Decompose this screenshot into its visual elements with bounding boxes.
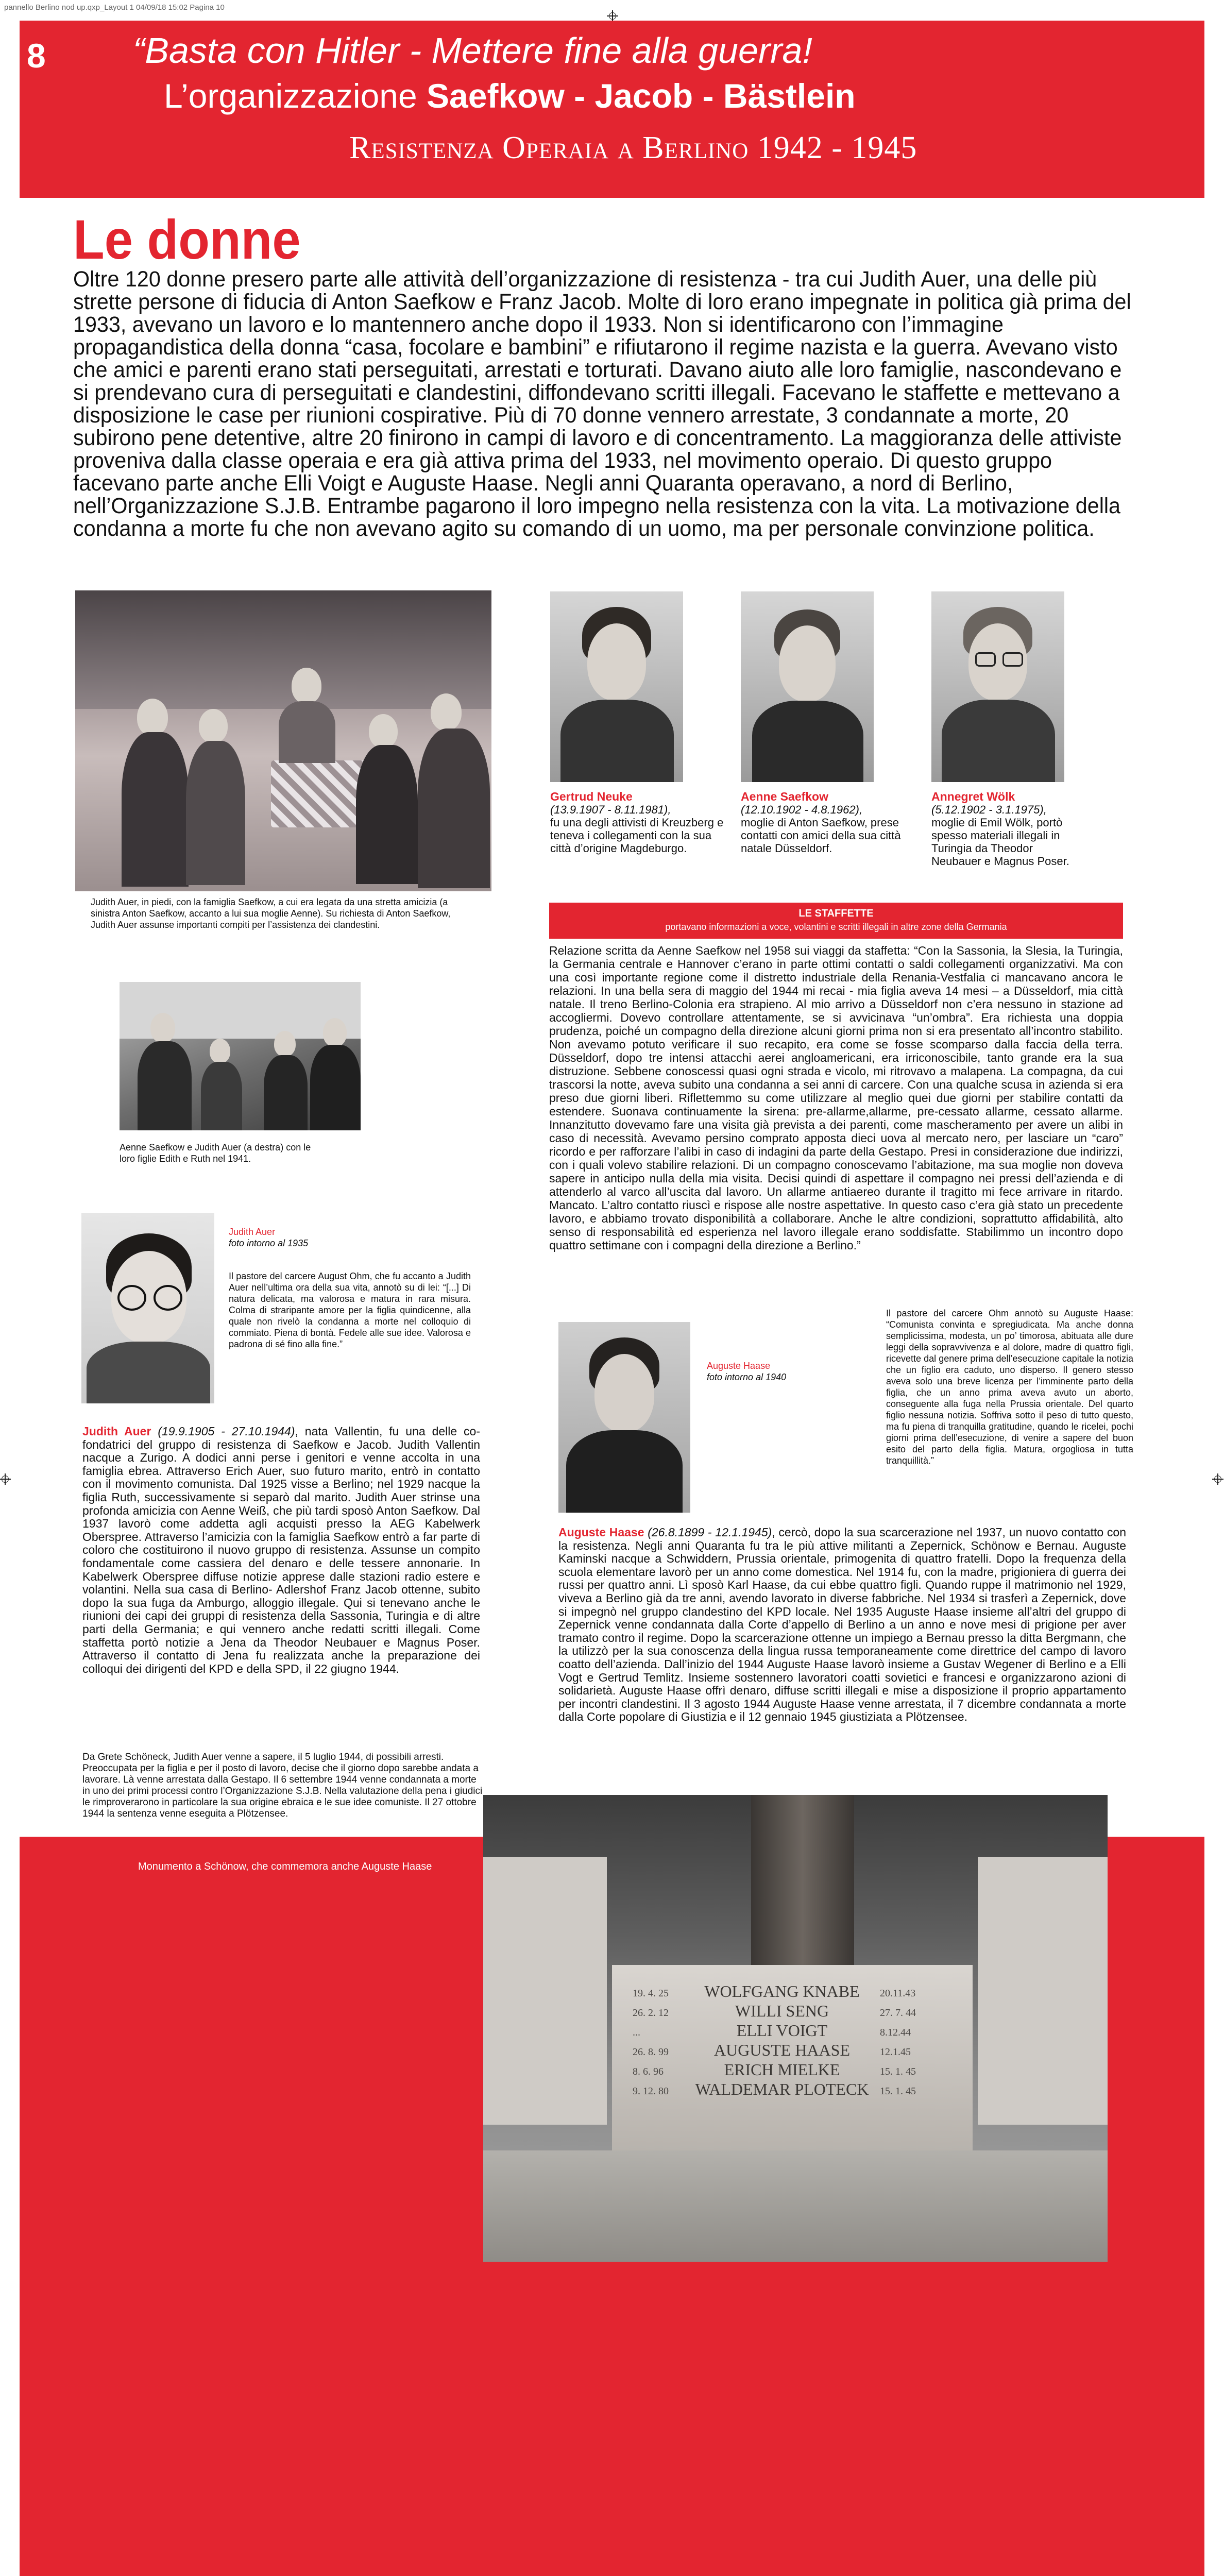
- auguste-bio-text: , cercò, dopo la sua scarcerazione nel 1937, un nuovo contatto con la resistenza. Negli anni Quaranta fu tra le più attive militanti a Zepernick, Schönow e Bernau. Auguste Kaminski nacque a Schwiddern, Prussia orientale, primogenita di quattro fratelli. Dopo la frequenza della scuola elementare lavorò per un anno come domestica. Nel 1914 fu, con la madre, prigioniera di guerra dei russi per quattro anni. Lì sposò Karl Haase, da cui ebbe quattro figli. Quando ruppe il matrimonio nel 1929, viveva a Berlino già da tre anni, avendo lavorato in diverse fabbriche. Nel 1934 si trasferì a Zepernick, dove si impegnò nel gruppo clandestino del KPD locale. Nel 1935 Auguste Haase insieme all’altri del gruppo di Zepernick venne condannata dalla Corte d’appello di Berlino a un anno e nove mesi di prigione per aver tramato contro il regime. Dopo la scarcerazione ottenne un impiego a Bernau presso la ditta Bergmann, che la utilizzò per la sua conoscenza della lingua russa temporaneamente come direttrice del campo di lavoro coatto dell’azienda. Dall’inizio del 1944 Auguste Haase lavorò insieme a Gustav Wegener di Berlino e a Elli Vogt e Gertrud Temlitz. Insieme sostennero lavoratori coatti sovietici e francesi e organizzarono azioni di solidarietà. Auguste Haase offrì denaro, diffuse scritti illegali e mise a disposizione il proprio appartamento per incontri clandestini. Il 3 agosto 1944 Auguste Haase venne arrestata, il 7 dicembre condannata a morte dalla Corte popolare di Giustizia e il 12 gennaio 1945 giustiziata a Plötzensee.: [558, 1526, 1126, 1724]
- portrait-dates: (13.9.1907 - 8.11.1981),: [550, 803, 671, 816]
- monument-birth: 9. 12. 80: [633, 2086, 669, 2097]
- portrait-gertrud-neuke: [550, 591, 683, 782]
- monument-death-dates: [880, 1984, 937, 2101]
- auguste-photo-caption: [707, 1360, 820, 1383]
- monument-birth: 8. 6. 96: [633, 2066, 664, 2077]
- garden-group-photo: [75, 590, 491, 891]
- staffette-title: LE STAFFETTE: [798, 908, 874, 919]
- monument-death: 20.11.43: [880, 1988, 916, 1999]
- monument-birth: 26. 8. 99: [633, 2046, 669, 2058]
- portrait-dates: (5.12.1902 - 3.1.1975),: [931, 803, 1047, 816]
- caption-annegret-wolk: [931, 790, 1081, 868]
- judith-caption-date: foto intorno al 1935: [229, 1238, 309, 1248]
- monument-birth: ...: [633, 2027, 640, 2038]
- portrait-text: fu una degli attivisti di Kreuzberg e teneva i collegamenti con la sua città d’origine Magdeburgo.: [550, 816, 724, 855]
- portrait-annegret-wolk: [931, 591, 1064, 782]
- portrait-aenne-saefkow: [741, 591, 874, 782]
- portrait-name: Aenne Saefkow: [741, 790, 828, 803]
- judith-bio-name: Judith Auer: [82, 1425, 151, 1438]
- judith-photo-caption: [229, 1226, 332, 1249]
- monument-birth-dates: [633, 1984, 689, 2101]
- header-organization: [164, 76, 856, 115]
- portrait-dates: (12.10.1902 - 4.8.1962),: [741, 803, 863, 816]
- staffette-subtitle: portavano informazioni a voce, volantini e scritti illegali in altre zone della Germania: [665, 922, 1007, 932]
- monument-caption: Monumento a Schönow, che commemora anche Auguste Haase: [138, 1861, 432, 1872]
- auguste-pastor-quote: Il pastore del carcere Ohm annotò su Auguste Haase: “Comunista convinta e spregiudicata. Ma anche donna semplicissima, modesta, un po’ timorosa, abituata alle dure leggi della sopravvivenza e al dolore, madre di quattro figli, ricevette dal genere prima dell’esecuzione capitale la notizia che un figlio era caduto, uno disperso. Il genero stesso aveva solo una breve licenza per l’imminente parto della figlia, che un anno prima aveva avuto un aborto, conseguente alla fuga nella Prussia orientale. Del quarto figlio nessuna notizia. Soffriva sotto il peso di tutto questo, ma fu piena di tranquilla gratitudine, quando le ricelei, pochi giorni prima dell’esecuzione, di venire a sapere del buon esito del parto della figlia. Matura, orgogliosa in tutta tranquillità.”: [886, 1308, 1133, 1466]
- family-photo-caption: Aenne Saefkow e Judith Auer (a destra) con le loro figlie Edith e Ruth nel 1941.: [120, 1142, 311, 1164]
- header-subtitle: [349, 130, 917, 166]
- monument-name: WALDEMAR PLOTECK: [695, 2080, 869, 2098]
- caption-gertrud-neuke: [550, 790, 730, 855]
- monument-name: WOLFGANG KNABE: [704, 1982, 860, 2001]
- monument-death: 27. 7. 44: [880, 2007, 916, 2019]
- monument-photo: [483, 1795, 1108, 2262]
- judith-bio-dates: (19.9.1905 - 27.10.1944): [151, 1425, 295, 1438]
- judith-biography: [82, 1425, 480, 1675]
- monument-death: 8.12.44: [880, 2027, 911, 2038]
- monument-names: [694, 1981, 870, 2099]
- monument-death: 15. 1. 45: [880, 2086, 916, 2097]
- portrait-auguste-haase: [558, 1322, 690, 1513]
- staffette-report: Relazione scritta da Aenne Saefkow nel 1958 sui viaggi da staffetta: “Con la Sassonia, la Slesia, la Turingia, la Germania centrale e Hannover c’erano in parte ottimi contatti o saldi collegamenti organizzativi. Ma con una così importante regione come il distretto industriale della Renania-Vestfalia ci mancavano ancora le relazioni. In una bella sera di maggio del 1944 mi recai - mia figlia aveva 14 mesi – a Düsseldorf, mia città natale. Il treno Berlino-Colonia era strapieno. Al mio arrivo a Düsseldorf non c’era nessuno in stazione ad accogliermi. Dovevo controllare attentamente, se si avvicinava “un’ombra”. Era richiesta una doppia prudenza, poiché un compagno della direzione alcuni giorni prima non si era presentato all’incontro stabilito. Non avevamo potuto verificare il suo recapito, era come se fosse scomparso dalla faccia della terra. Düsseldorf, dopo tre intensi attacchi aerei angloamericani, era irriconoscibile, tanto grande era la sua distruzione. Sebbene conoscessi quasi ogni strada e vicolo, mi ritrovavo a malapena. La compagna, da cui trascorsi la notte, aveva subito una condanna a sei anni di carcere. Con una qualche scusa in azienda si era preso due giorni liberi. Riflettemmo su come utilizzare al meglio quei due giorni per stabilire contatti da estendere. Suonava continuamente la sirena: pre-allarme,allarme, pre-cessato allarme, cessato allarme. Innanzitutto dovevamo fare una visita già prevista a dei parenti, come mascheramento per avere un alibi in caso di necessità. Avevamo persino comprato apposta dieci uova al mercato nero, per lasciare un “caro” ricordo e per rafforzare l’alibi in caso di indagini da parte della Gestapo. Presi in considerazione due indirizzi, con i quali volevo stabilire relazioni. Di un compagno conoscevamo l’abitazione, ma sua moglie non doveva sapere in anticipo nulla della mia visita. Decisi quindi di aspettare il compagno nei pressi dell’azienda e di attenderlo al varco all’uscita dal lavoro. Un allarme antiaereo durante il tragitto mi fece arrivare in ritardo. Mancato. L’altro contatto riuscì e rispose alle nostre aspettative. In questo caso c’era già stato un precedente lavoro, e abbiamo trovato disponibilità a collaborare. Anche le altre condizioni, soprattutto affidabilità, alto senso di responsabilità ed esperienza nel lavoro illegale erano soddisfatte. Stabilimmo un incontro dopo quattro settimane con i compagni della direzione a Berlino.”: [549, 944, 1123, 1252]
- monument-name: ERICH MIELKE: [724, 2060, 840, 2079]
- judith-bio-text: , nata Vallentin, fu una delle co-fondatrici del gruppo di resistenza di Saefkow e Jacob. Judith Vallentin nacque a Zurigo. A dodici anni perse i genitori e venne accolta in una famiglia ebrea. Attraverso Erich Auer, suo futuro marito, entrò in contatto con il movimento comunista. Dal 1925 visse a Berlino; nel 1929 nacque la figlia Ruth, successivamente si separò dal marito. Judith Auer strinse una profonda amicizia con Aenne Weiß, che più tardi sposò Anton Saefkow. Dal 1937 lavorò come addetta agli acquisti presso la AEG Kabelwerk Oberspree. Attraverso l’amicizia con la famiglia Saefkow entrò a far parte di coloro che costituirono il nuovo gruppo di resistenza. Assunse un compito fondamentale come cassiera del denaro e delle tessere annonarie. In Kabelwerk Oberspree diffuse notizie apprese dalle stazioni radio estere e volantini. Nella sua casa di Berlino- Adlershof Franz Jacob ottenne, subito dopo la sua fuga da Amburgo, alloggio illegale. Qui si tenevano anche le riunioni dei capi dei gruppi di resistenza della Sassonia, Turingia e di altre parti della Germania; e qui vennero anche redatti scritti illegali. Come staffetta portò notizie a Jena da Theodor Neubauer e Magnus Poser. Attraverso il contatto di Jena fu realizzata anche la preparazione dei colloqui dei dirigenti del KPD e della SPD, il 22 giugno 1944.: [82, 1425, 480, 1675]
- garden-photo-caption: Judith Auer, in piedi, con la famiglia Saefkow, a cui era legata da una stretta amicizia (a sinistra Anton Saefkow, accanto a lui sua moglie Aenne). Su richiesta di Anton Saefkow, Judith Auer assunse importanti compiti per l’assistenza dei clandestini.: [91, 897, 451, 930]
- family-photo: [120, 982, 361, 1130]
- crop-mark-icon: [1212, 1473, 1223, 1485]
- monument-birth: 26. 2. 12: [633, 2007, 669, 2019]
- org-names: Saefkow - Jacob - Bästlein: [427, 77, 856, 115]
- auguste-bio-dates: (26.8.1899 - 12.1.1945): [644, 1526, 772, 1539]
- auguste-caption-name: Auguste Haase: [707, 1361, 771, 1371]
- portrait-name: Gertrud Neuke: [550, 790, 633, 803]
- judith-caption-name: Judith Auer: [229, 1227, 276, 1237]
- monument-name: ELLI VOIGT: [736, 2021, 828, 2040]
- portrait-text: moglie di Emil Wölk, portò spesso materiali illegali in Turingia da Theodor Neubauer e Magnus Poser.: [931, 816, 1069, 868]
- subtitle-text: Resistenza Operaia a Berlino 1942 - 1945: [349, 130, 917, 165]
- header-motto: “Basta con Hitler - Mettere fine alla guerra!: [133, 30, 812, 71]
- auguste-bio-name: Auguste Haase: [558, 1526, 644, 1539]
- monument-death: 15. 1. 45: [880, 2066, 916, 2077]
- monument-birth: 19. 4. 25: [633, 1988, 669, 1999]
- crop-mark-icon: [0, 1473, 11, 1485]
- org-prefix: L’organizzazione: [164, 77, 427, 115]
- portrait-text: moglie di Anton Saefkow, prese contatti con amici della sua città natale Düsseldorf.: [741, 816, 901, 855]
- judith-pastor-quote: Il pastore del carcere August Ohm, che fu accanto a Judith Auer nell’ultima ora della sua vita, annotò su di lei: “[...] Di natura delicata, ma valorosa e matura in rara misura. Colma di straripante amore per la figlia quindicenne, alla quale non rivelò la condanna a morte nel colloquio di commiato. Piena di bontà. Fedele alle sue idee. Valorosa e padrona di sé fino alla fine.”: [229, 1271, 471, 1349]
- page-number: 8: [27, 37, 46, 75]
- judith-arrest-note: Da Grete Schöneck, Judith Auer venne a sapere, il 5 luglio 1944, di possibili arresti. Preoccupata per la figlia e per il posto di lavoro, decise che il giorno dopo sarebbe andata a lavorare. Là venne arrestata dalla Gestapo. Il 6 settembre 1944 venne condannata a morte in uno dei primi processi contro l’Organizzazione S.J.B. Nella valutazione della pena i giudici le rimproverarono in particolare la sua origine ebraica e le sue idee comuniste. Il 27 ottobre 1944 la sentenza venne eseguita a Plötzensee.: [82, 1752, 483, 1819]
- intro-paragraph: Oltre 120 donne presero parte alle attività dell’organizzazione di resistenza - tra cui Judith Auer, una delle più strette persone di fiducia di Anton Saefkow e Franz Jacob. Molte di loro erano impegnate in politica già prima del 1933, avevano un lavoro e lo mantennero anche dopo il 1933. Non si identificarono con l’immagine propagandistica della donna “casa, focolare e bambini” e rifiutarono il regime nazista e la guerra. Avevano visto che amici e parenti erano stati perseguitati, arrestati e torturati. Davano aiuto alle loro famiglie, nascondevano e si prendevano cura di perseguitati e clandestini, diffondevano scritti illegali. Facevano le staffette e mettevano a disposizione le case per riunioni cospirative. Più di 70 donne vennero arrestate, 3 condannate a morte, 20 subirono pene detentive, altre 20 finirono in campi di lavoro e di concentramento. La maggioranza delle attiviste proveniva dalla classe operaia e era già attiva prima del 1933, nel movimento operaio. Di questo gruppo facevano parte anche Elli Voigt e Auguste Haase. Negli anni Quaranta operavano, a nord di Berlino, nell’Organizzazione S.J.B. Entrambe pagarono il loro impegno nella resistenza con la vita. La motivazione della condanna a morte fu che non avevano agito su comando di un uomo, ma per personale convinzione politica.: [73, 267, 1131, 541]
- monument-name: AUGUSTE HAASE: [714, 2041, 850, 2059]
- print-registration: pannello Berlino nod up.qxp_Layout 1 04/09/18 15:02 Pagina 10: [4, 3, 225, 12]
- portrait-name: Annegret Wölk: [931, 790, 1015, 803]
- crop-mark-icon: [607, 10, 618, 22]
- caption-aenne-saefkow: [741, 790, 916, 855]
- page-title: Le donne: [73, 208, 301, 270]
- monument-name: WILLI SENG: [735, 2002, 829, 2020]
- staffette-banner: [549, 903, 1123, 939]
- monument-death: 12.1.45: [880, 2046, 911, 2058]
- auguste-biography: [558, 1526, 1126, 1724]
- auguste-caption-date: foto intorno al 1940: [707, 1372, 787, 1382]
- portrait-judith-auer: [81, 1213, 214, 1403]
